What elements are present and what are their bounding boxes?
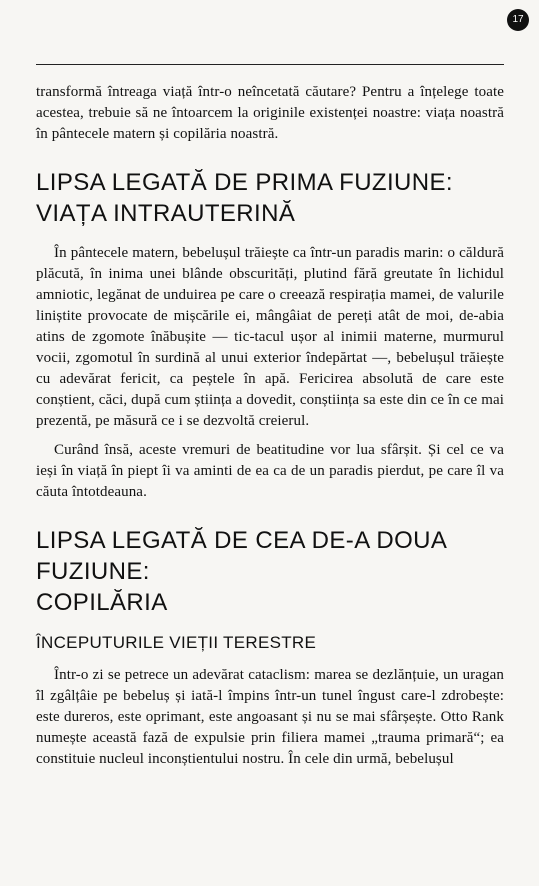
paragraph-intro: transformă întreaga viață într-o neîncetată căutare? Pentru a înțelege toate acestea, trebuie să ne întoarcem la originile existenței noastre: viața noastră în pântecele matern și copilăria noastră. — [36, 84, 504, 142]
section-heading-second-fusion — [36, 525, 504, 618]
header-divider — [36, 64, 504, 65]
section-heading-second-fusion-line-2: COPILĂRIA — [36, 589, 168, 616]
section-heading-second-fusion-line-1: LIPSA LEGATĂ DE CEA DE-A DOUA FUZIUNE: — [36, 527, 446, 585]
section-heading-first-fusion-line-2: VIAȚA INTRAUTERINĂ — [36, 200, 296, 227]
page-number-badge: 17 — [507, 9, 529, 31]
paragraph-paradise-lost: Curând însă, aceste vremuri de beatitudine vor lua sfârșit. Și cel ce va ieși în viață în piept îi va aminti de ea ca de un paradis pierdut, pe care îl va căuta întotdeauna. — [36, 442, 504, 500]
subheading-earthly-life: ÎNCEPUTURILE VIEȚII TERESTRE — [36, 633, 317, 652]
paragraph-intrauterine-life: În pântecele matern, bebelușul trăiește ca într-un paradis marin: o căldură plăcută, în inima unei blânde obscurități, plutind fără greutate în lichidul amniotic, legănat de unduirea pe care o creează respirația mamei, de valurile liniștite provocate de mișcările ei, mângâiat de pereți atât de moi, de-abia atins de zgomote înăbușite — tic-tacul ușor al inimii materne, murmurul vocii, zgomotul în surdină al unui exterior îndepărtat —, bebelușul trăiește cu adevărat fericit, ca peștele în apă. Fericirea absolută de care este conștient, căci, după cum știința a dovedit, conștiința sa este din ce în ce mai prezentă, pe măsură ce i se dezvoltă creierul. — [36, 245, 504, 429]
page-content — [36, 82, 504, 770]
paragraph-birth-trauma: Într-o zi se petrece un adevărat cataclism: marea se dezlănțuie, un uragan îl zgâlțâie pe bebeluș și iată-l împins într-un tunel îngust care-l zdrobește: este dureros, este oprimant, este angoasant și nu se mai sfârșește. Otto Rank numește această fază de expulsie prin filiera mamei „trauma primară“; ea constituie nucleul inconștientului nostru. În cele din urmă, bebelușul — [36, 667, 504, 767]
section-heading-first-fusion — [36, 167, 504, 229]
paragraph-spacer — [36, 432, 504, 440]
section-heading-first-fusion-line-1: LIPSA LEGATĂ DE PRIMA FUZIUNE: — [36, 169, 453, 196]
